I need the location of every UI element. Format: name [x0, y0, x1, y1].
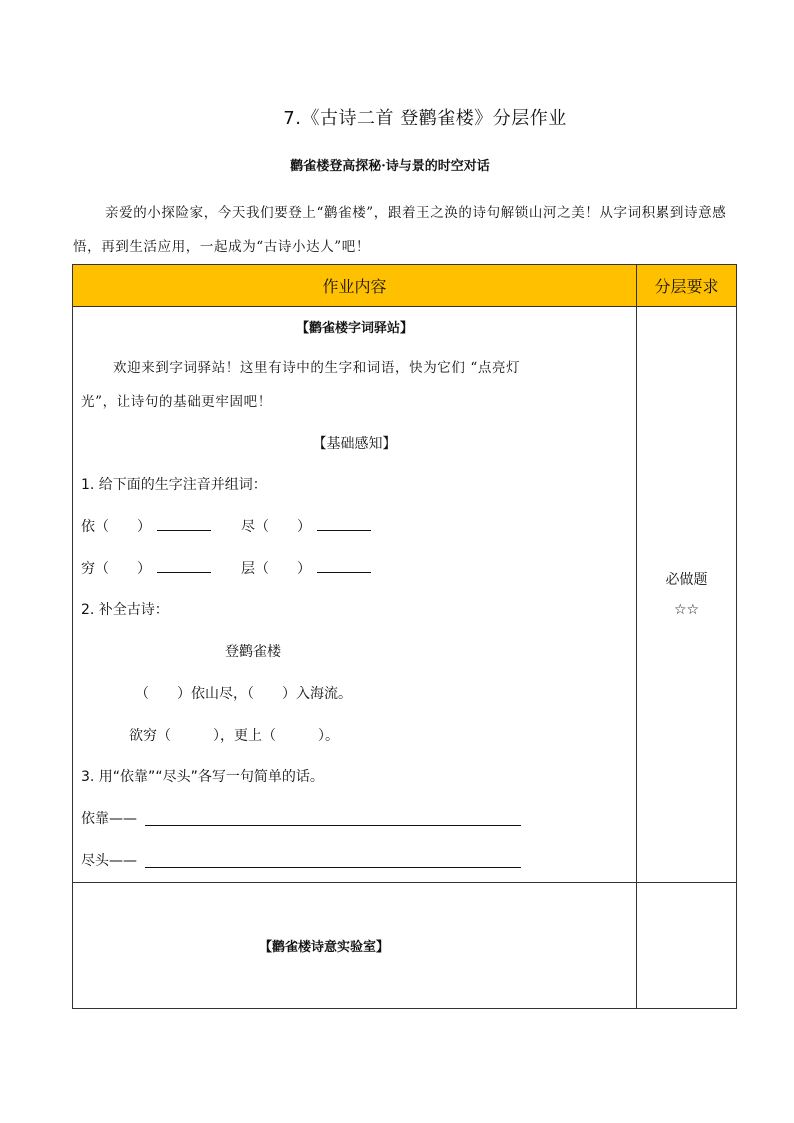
- char-ceng-item: [241, 558, 371, 578]
- section1-heading: 【鹳雀楼字词驿站】: [295, 321, 413, 336]
- question-1: 1. 给下面的生字注音并组词：: [81, 477, 267, 493]
- header-content: 作业内容: [73, 265, 637, 307]
- question-3: 3. 用“依靠”“尽头”各写一句简单的话。: [81, 769, 324, 785]
- poem-line-1: （ ）依山尽，（ ）入海流。: [135, 686, 352, 702]
- question-2: 2. 补全古诗：: [81, 602, 169, 618]
- table-row-poetry-lab: [73, 883, 737, 1009]
- basic-requirement-cell: [637, 307, 737, 883]
- word1-label: 依靠——: [81, 811, 137, 827]
- page-subtitle: 鹳雀楼登高探秘·诗与景的时空对话: [290, 159, 490, 174]
- sentence-line-1[interactable]: [145, 825, 521, 826]
- poem-title: 登鹳雀楼: [225, 644, 281, 660]
- intro-paragraph: 亲爱的小探险家，今天我们要登上“鹳雀楼”，跟着王之涣的诗句解锁山河之美！从字词积累到诗意感悟，再到生活应用，一起成为“古诗小达人”吧！: [73, 205, 727, 255]
- answer-blank[interactable]: [157, 558, 211, 573]
- answer-blank[interactable]: [317, 558, 371, 573]
- table-header-row: [73, 265, 737, 307]
- requirement-label: 必做题: [665, 571, 708, 588]
- basic-content-cell: [73, 307, 637, 883]
- poetry-lab-requirement-cell: [637, 883, 737, 1009]
- section1-desc-line1: 欢迎来到字词驿站！这里有诗中的生字和词语，快为它们 “点亮灯: [113, 360, 521, 376]
- char-qiong: 穷（ ）: [81, 561, 151, 577]
- section1-desc-line2: 光”，让诗句的基础更牢固吧！: [81, 394, 272, 410]
- char-ceng: 层（ ）: [241, 561, 311, 577]
- char-qiong-item: [81, 558, 211, 578]
- section2-heading: 【鹳雀楼诗意实验室】: [259, 940, 390, 955]
- difficulty-stars: ☆☆: [673, 601, 700, 618]
- poem-line-2: 欲穷（ ），更上（ ）。: [129, 728, 339, 744]
- answer-blank[interactable]: [157, 516, 211, 531]
- char-yi-item: [81, 516, 211, 536]
- answer-blank[interactable]: [317, 516, 371, 531]
- word2-label: 尽头——: [81, 853, 137, 869]
- page-title: 7.《古诗二首 登鹳雀楼》分层作业: [283, 108, 567, 129]
- char-jin-item: [241, 516, 371, 536]
- table-row-basic: [73, 307, 737, 883]
- char-jin: 尽（ ）: [241, 519, 311, 535]
- char-yi: 依（ ）: [81, 519, 151, 535]
- header-requirement: 分层要求: [637, 265, 737, 307]
- sentence-line-2[interactable]: [145, 867, 521, 868]
- homework-table: [72, 264, 737, 1009]
- poetry-lab-cell: [73, 883, 637, 1009]
- basic-subheading: 【基础感知】: [312, 436, 397, 452]
